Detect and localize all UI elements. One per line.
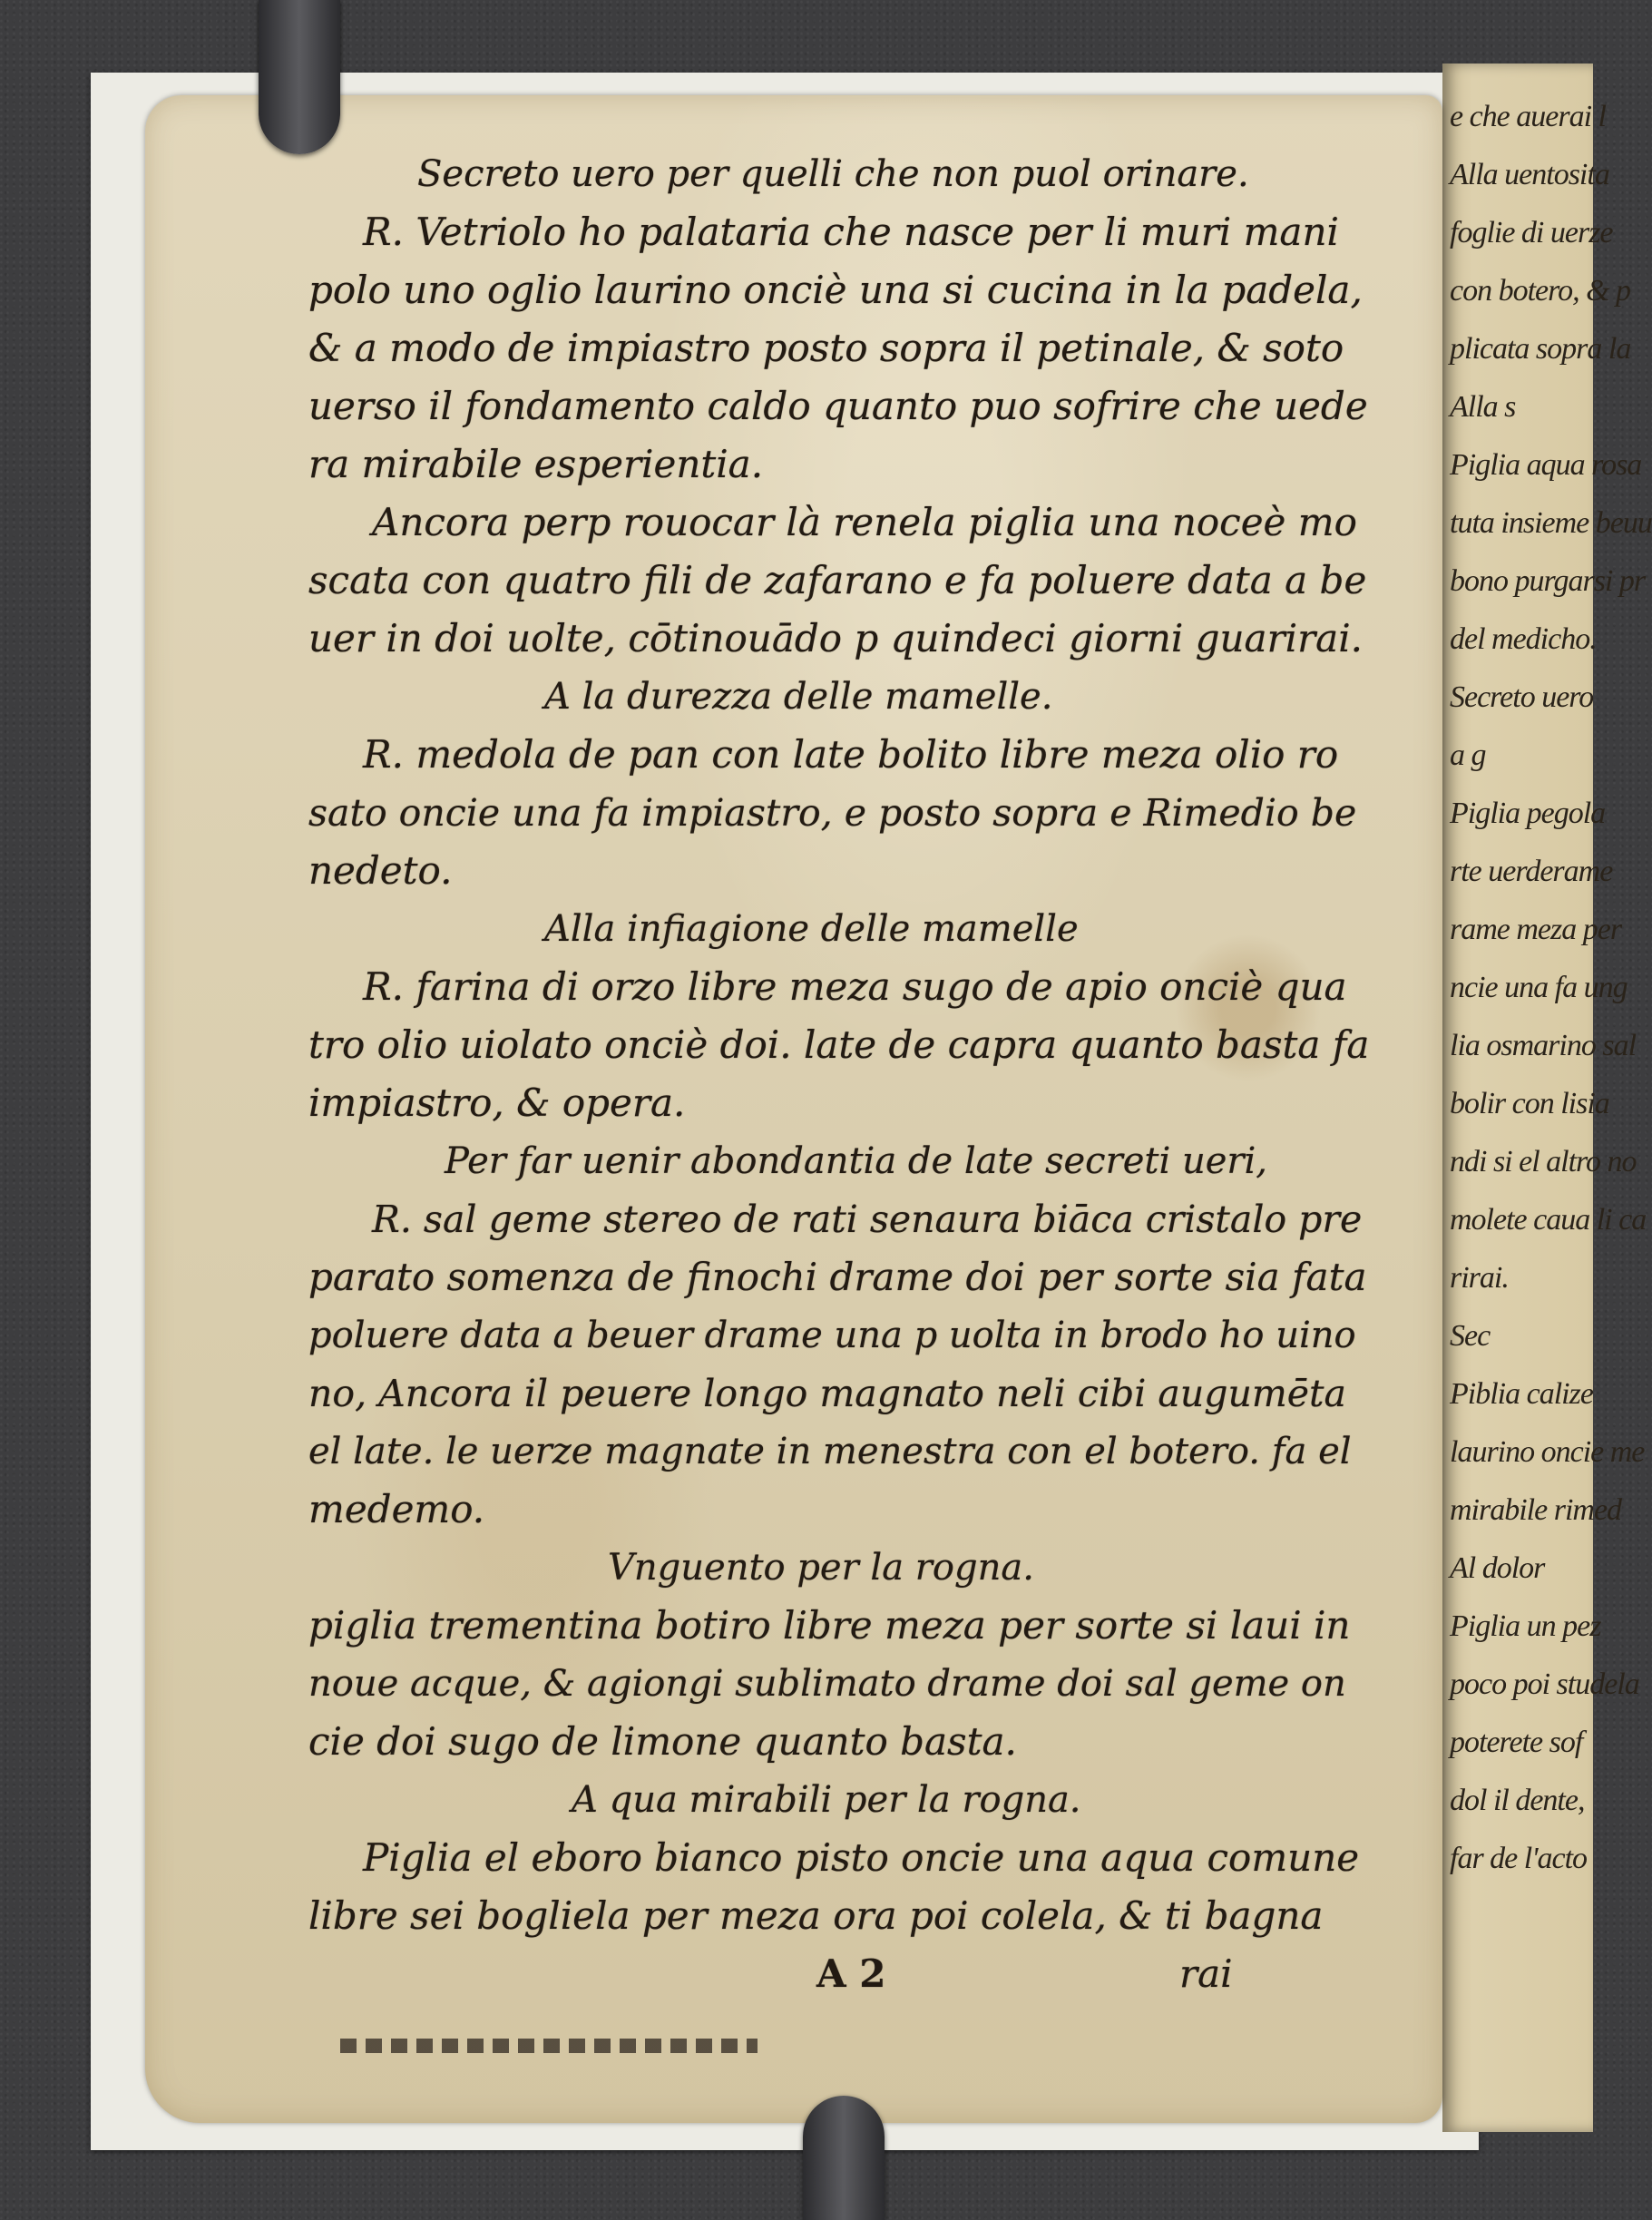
- facing-page-line: tuta insieme beuu: [1450, 506, 1652, 540]
- text-line: ra mirabile esperientia.: [308, 442, 764, 486]
- catchword: rai: [1179, 1951, 1233, 1996]
- facing-page-line: rame meza per: [1450, 913, 1622, 946]
- text-line: parato somenza de finochi drame doi per sorte sia fata: [308, 1255, 1367, 1299]
- facing-page-line: Alla s: [1450, 390, 1516, 424]
- heading-line: A qua mirabili per la rogna.: [572, 1779, 1081, 1821]
- heading-line: Per far uenir abondantia de late secreti ueri,: [445, 1140, 1268, 1182]
- facing-page-line: laurino oncie me: [1450, 1435, 1645, 1469]
- facing-page-line: plicata sopra la: [1450, 332, 1631, 366]
- text-line: Piglia el eboro bianco pisto oncie una aqua comune: [363, 1835, 1360, 1880]
- footer-print-marks: [340, 2039, 758, 2053]
- facing-page-line: foglie di uerze: [1450, 216, 1613, 249]
- text-line: medemo.: [308, 1487, 485, 1531]
- facing-page-line: Secreto uero: [1450, 680, 1594, 714]
- text-line: uer in doi uolte, cōtinouādo p quindeci giorni guarirai.: [308, 616, 1363, 660]
- facing-page-line: Piglia un pez: [1450, 1609, 1601, 1643]
- facing-page-line: e che auerai l: [1450, 100, 1606, 133]
- text-line: & a modo de impiastro posto sopra il petinale, & soto: [308, 326, 1344, 370]
- text-line: el late. le uerze magnate in menestra con el botero. fa el: [308, 1431, 1352, 1472]
- facing-page-line: dol il dente,: [1450, 1784, 1585, 1817]
- text-line: polo uno oglio laurino onciè una si cucina in la padela,: [308, 268, 1363, 312]
- facing-page-line: bolir con lisia: [1450, 1087, 1609, 1120]
- facing-page-line: Alla uentosita: [1450, 158, 1609, 191]
- facing-page-line: poco poi studela: [1450, 1667, 1639, 1701]
- facing-page-line: poterete sof: [1450, 1726, 1583, 1759]
- top-clip: [259, 0, 340, 154]
- text-line: tro olio uiolato onciè doi. late de capra quanto basta fa: [308, 1022, 1370, 1067]
- text-line: R. Vetriolo ho palataria che nasce per li muri mani: [363, 210, 1339, 254]
- text-line: R. sal geme stereo de rati senaura biāca cristalo pre: [372, 1198, 1363, 1241]
- facing-page-line: ncie una fa ung: [1450, 971, 1628, 1004]
- facing-page-line: ndi si el altro no: [1450, 1145, 1637, 1178]
- text-line: nedeto.: [308, 848, 453, 893]
- text-line: piglia trementina botiro libre meza per sorte si laui in: [308, 1603, 1351, 1648]
- text-line: noue acque, & agiongi sublimato drame doi sal geme on: [308, 1663, 1346, 1705]
- facing-page-line: Sec: [1450, 1319, 1491, 1353]
- facing-page-line: Piglia pegola: [1450, 797, 1606, 830]
- facing-page-line: Piblia calize: [1450, 1377, 1593, 1411]
- text-line: Ancora perp rouocar là renela piglia una noceè mo: [372, 500, 1357, 544]
- text-line: sato oncie una fa impiastro, e posto sopra e Rimedio be: [308, 791, 1357, 835]
- text-line: no, Ancora il peuere longo magnato neli cibi augumēta: [308, 1372, 1346, 1415]
- facing-page-fragment: [1442, 64, 1652, 2132]
- facing-page-line: a g: [1450, 738, 1486, 772]
- text-line: uerso il fondamento caldo quanto puo sofrire che uede: [308, 384, 1368, 428]
- facing-page-line: bono purgarsi pr: [1450, 564, 1646, 598]
- facing-page-line: lia osmarino sal: [1450, 1029, 1637, 1062]
- facing-page-line: rirai.: [1450, 1261, 1509, 1295]
- facing-page-line: con botero, & p: [1450, 274, 1631, 308]
- signature-mark: A 2: [816, 1951, 886, 1996]
- facing-page-line: Al dolor: [1450, 1551, 1545, 1585]
- facing-page-line: Piglia aqua rosa: [1450, 448, 1642, 482]
- facing-page-line: mirabile rimed: [1450, 1493, 1622, 1527]
- heading-line: Alla infiagione delle mamelle: [544, 908, 1079, 950]
- facing-page-line: far de l'acto: [1450, 1842, 1588, 1875]
- heading-line: Vnguento per la rogna.: [608, 1547, 1034, 1589]
- text-line: scata con quatro fili de zafarano e fa poluere data a be: [308, 558, 1367, 602]
- text-line: impiastro, & opera.: [308, 1081, 686, 1125]
- facing-page-line: rte uerderame: [1450, 855, 1613, 888]
- text-line: cie doi sugo de limone quanto basta.: [308, 1719, 1017, 1764]
- text-line: poluere data a beuer drame una p uolta in brodo ho uino: [308, 1315, 1356, 1356]
- text-line: R. medola de pan con late bolito libre meza olio ro: [363, 732, 1339, 777]
- heading-line: Secreto uero per quelli che non puol orinare.: [417, 153, 1249, 195]
- text-line: libre sei bogliela per meza ora poi colela, & ti bagna: [308, 1893, 1324, 1938]
- heading-line: A la durezza delle mamelle.: [544, 676, 1053, 718]
- facing-page-line: molete caua li ca: [1450, 1203, 1647, 1237]
- text-line: R. farina di orzo libre meza sugo de apio onciè qua: [363, 964, 1347, 1009]
- facing-page-line: del medicho.: [1450, 622, 1597, 656]
- bottom-clip: [803, 2096, 885, 2220]
